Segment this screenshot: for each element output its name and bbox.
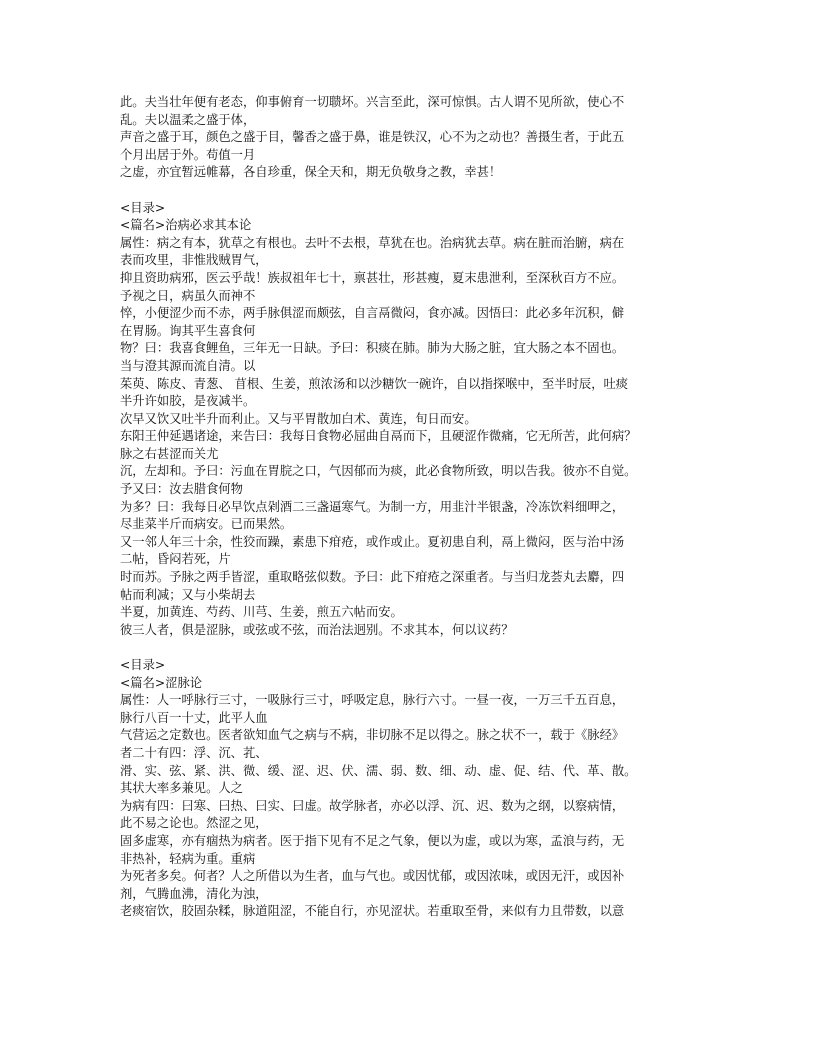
text-line: 个月出居于外。苟值一月 bbox=[120, 147, 256, 162]
text-line: 此。夫当壮年便有老态，仰事俯育一切聩坏。兴言至此，深可惊惧。古人谓不见所欲，使心不 bbox=[120, 95, 625, 109]
text-line: 老痰宿饮，胶固杂糅，脉道阻涩，不能自行，亦见涩状。若重取至骨，来似有力且带数，以意 bbox=[120, 904, 625, 919]
text-line: 抑且资助病邪，医云乎哉！族叔祖年七十，禀甚壮，形甚瘦，夏末患泄利，至深秋百方不应。 bbox=[120, 270, 625, 285]
text-line: 予视之日，病虽久而神不 bbox=[120, 288, 256, 303]
text-line: 予又曰：汝去腊食何物 bbox=[120, 482, 243, 497]
text-line: 在胃肠。询其平生喜食何 bbox=[120, 323, 256, 338]
text-line: 物？曰：我喜食鲤鱼，三年无一日缺。予曰：积痰在肺。肺为大肠之脏，宜大肠之本不固也。 bbox=[120, 341, 625, 356]
section-3-body bbox=[120, 692, 708, 921]
toc-label[interactable]: <目录> bbox=[120, 658, 166, 672]
section-gap bbox=[120, 639, 708, 657]
text-line: 声音之盛于耳，颜色之盛于目，馨香之盛于鼻，谁是铁汉，心不为之动也？善摄生者，于此五 bbox=[120, 130, 625, 145]
text-line: 滑、实、弦、紧、洪、微、缓、涩、迟、伏、濡、弱、数、细、动、虚、促、结、代、革、散。 bbox=[120, 763, 637, 778]
text-line: 帖而利减；又与小柴胡去 bbox=[120, 587, 256, 602]
text-line: 属性：人一呼脉行三寸，一吸脉行三寸，呼吸定息，脉行六寸。一昼一夜，一万三千五百息， bbox=[120, 693, 625, 708]
text-line: 脉行八百一十丈，此平人血 bbox=[120, 710, 268, 725]
text-line: 乱。夫以温柔之盛于体， bbox=[120, 112, 256, 127]
text-line: 脉之右甚涩而关尤 bbox=[120, 446, 219, 461]
text-line: 当与澄其源而流自清。以 bbox=[120, 358, 256, 373]
section-1 bbox=[120, 94, 708, 182]
text-line: 剂，气腾血沸，清化为浊， bbox=[120, 886, 268, 901]
text-line: 为病有四：曰寒、曰热、曰实、曰虚。故学脉者，亦必以浮、沉、迟、数为之纲，以察病情， bbox=[120, 798, 625, 813]
text-line: 此不易之论也。然涩之见， bbox=[120, 816, 268, 831]
text-line: 又一邻人年三十余，性狡而躁，素患下疳疮，或作或止。夏初患自利，鬲上微闷，医与治中汤 bbox=[120, 534, 625, 549]
text-line: 气营运之定数也。医者欲知血气之病与不病，非切脉不足以得之。脉之状不一，载于《脉经》 bbox=[120, 728, 625, 743]
text-line: 之虚，亦宜暂远帷幕，各自珍重，保全天和，期无负敬身之教，幸甚！ bbox=[120, 165, 502, 180]
section-2-body bbox=[120, 235, 708, 640]
section-gap bbox=[120, 182, 708, 200]
text-line: 属性：病之有本，犹草之有根也。去叶不去根，草犹在也。治病犹去草。病在脏而治腑，病在 bbox=[120, 235, 625, 250]
text-line: 表而攻里，非惟戕贼胃气， bbox=[120, 253, 268, 268]
text-line: 半夏，加黄连、芍药、川芎、生姜，煎五六帖而安。 bbox=[120, 605, 403, 620]
text-line: 为多？曰：我每日必早饮点剁酒二三盏逼寒气。为制一方，用韭汁半银盏，冷冻饮料细呷之， bbox=[120, 499, 625, 514]
text-line: 二帖，昏闷若死，片 bbox=[120, 552, 231, 567]
text-line: 次早又饮又吐半升而利止。又与平胃散加白术、黄连，旬日而安。 bbox=[120, 411, 477, 426]
document-page bbox=[120, 94, 708, 921]
text-line: 悴，小便涩少而不赤，两手脉俱涩而颇弦，自言鬲微闷，食亦减。因悟曰：此必多年沉积，僻 bbox=[120, 306, 625, 321]
toc-label[interactable]: <目录> bbox=[120, 200, 166, 215]
text-line: 时而苏。予脉之两手皆涩，重取略弦似数。予曰：此下疳疮之深重者。与当归龙荟丸去麝，四 bbox=[120, 570, 625, 585]
chapter-title: <篇名>涩脉论 bbox=[120, 675, 203, 690]
text-line: 半升许如胶，是夜减半。 bbox=[120, 394, 256, 409]
text-line: 尽韭菜半斤而病安。已而果然。 bbox=[120, 517, 293, 532]
text-line: 茱萸、陈皮、青葱、 苜根、生姜，煎浓汤和以沙糖饮一碗许，自以指探喉中，至半时辰，吐痰 bbox=[120, 376, 629, 391]
text-line: 沉，左却和。予曰：污血在胃脘之口，气因郁而为痰，此必食物所致，明以告我。彼亦不自觉。 bbox=[120, 464, 637, 479]
chapter-title: <篇名>治病必求其本论 bbox=[120, 218, 252, 233]
text-line: 东阳王仲延遇诸途，来告曰：我每日食物必屈曲自鬲而下，且硬涩作微痛，它无所苦，此何病？ bbox=[120, 429, 637, 444]
text-line: 彼三人者，俱是涩脉，或弦或不弦，而治法迥别。不求其本，何以议药？ bbox=[120, 622, 514, 637]
text-line: 固多虚寒，亦有痼热为病者。医于指下见有不足之气象，便以为虚，或以为寒，孟浪与药，无 bbox=[120, 833, 625, 848]
text-line: 其状大率多兼见。人之 bbox=[120, 781, 243, 796]
text-line: 为死者多矣。何者？人之所借以为生者，血与气也。或因忧郁，或因浓味，或因无汗，或因补 bbox=[120, 869, 625, 884]
text-line: 者二十有四：浮、沉、芤、 bbox=[120, 745, 268, 760]
text-line: 非热补，轻病为重。重病 bbox=[120, 851, 256, 866]
